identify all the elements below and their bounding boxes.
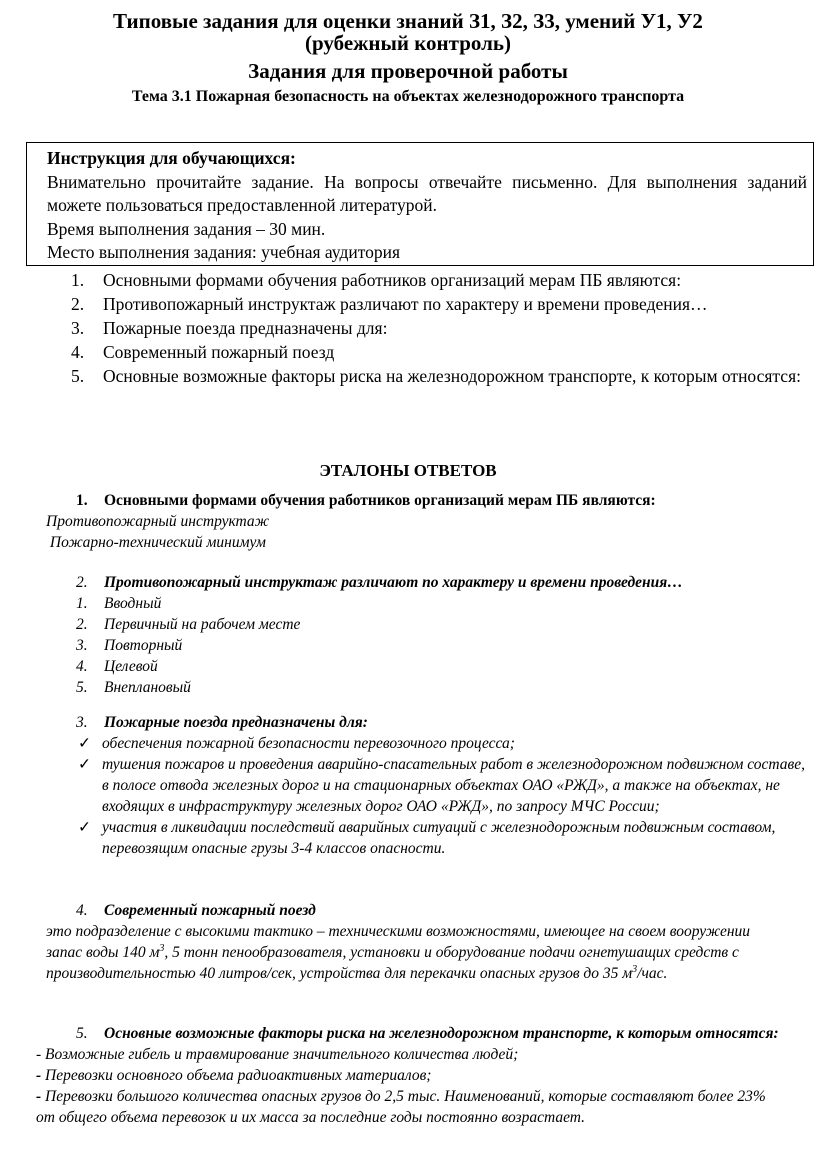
instructions-place: Место выполнения задания: учебная аудитория bbox=[47, 242, 401, 262]
answer-5-bullet-text: Перевозки большого количества опасных грузов до 2,5 тыс. Наименований, которые составляют более 23% от общего объема перевозок и их масса за последние годы постоянно возрастает. bbox=[36, 1088, 766, 1126]
question-item bbox=[47, 316, 807, 340]
doc-topic: Тема 3.1 Пожарная безопасность на объектах железнодорожного транспорта bbox=[131, 88, 685, 105]
question-item bbox=[47, 292, 807, 316]
questions-list bbox=[47, 268, 807, 388]
question-text: Основные возможные факторы риска на железнодорожном транспорте, к которым относятся: bbox=[103, 366, 801, 386]
answer-4-text-part: /час. bbox=[637, 965, 668, 982]
answer-2-question bbox=[46, 572, 806, 593]
answer-4-text-part: , 5 тонн пенообразователя, установки и оборудование подачи огнетушащих средств с производительностью 40 литров/сек, устройства для перекачки опасных грузов до 35 м bbox=[46, 944, 739, 982]
answer-1-item: Пожарно-технический минимум bbox=[46, 534, 266, 551]
doc-title-line2: (рубежный контроль) bbox=[304, 31, 511, 55]
answer-5-dash: - bbox=[36, 1088, 42, 1105]
answer-3-item-text: тушения пожаров и проведения аварийно-спасательных работ в железнодорожном подвижном составе, в полосе отвода железных дорог и на стационарных объектах ОАО «РЖД», а также на объектах, не входящих в инфраструктуру железных дорог ОАО «РЖД», по запросу МЧС России; bbox=[102, 756, 805, 815]
instructions-text: Внимательно прочитайте задание. На вопросы отвечайте письменно. Для выполнения заданий можете пользоваться предоставленной литературой. bbox=[47, 171, 807, 215]
check-icon: ✓ bbox=[78, 756, 91, 773]
question-number: 4. bbox=[71, 342, 85, 362]
answers-title: ЭТАЛОНЫ ОТВЕТОВ bbox=[319, 461, 497, 480]
answer-4-question bbox=[46, 900, 806, 921]
answer-2-item-number: 5. bbox=[76, 679, 88, 696]
answer-2-item-number: 3. bbox=[76, 637, 88, 654]
answer-5-question-text: Основные возможные факторы риска на железнодорожном транспорте, к которым относятся: bbox=[104, 1025, 779, 1042]
question-text: Противопожарный инструктаж различают по характеру и времени проведения… bbox=[103, 294, 708, 314]
answer-3-item-text: участия в ликвидации последствий аварийных ситуаций с железнодорожным подвижным составом, перевозящим опасные грузы 3-4 классов опасности. bbox=[102, 819, 776, 857]
answer-3-number: 3. bbox=[76, 714, 88, 731]
answer-1-number: 1. bbox=[76, 492, 88, 509]
instructions-box bbox=[26, 142, 814, 266]
answer-1 bbox=[46, 490, 806, 553]
check-icon: ✓ bbox=[78, 819, 91, 836]
question-item bbox=[47, 340, 807, 364]
answer-3-question bbox=[46, 712, 806, 733]
answer-2-item bbox=[46, 614, 806, 635]
answer-5-question bbox=[36, 1023, 806, 1044]
answer-5-dash: - bbox=[36, 1067, 42, 1084]
question-item bbox=[47, 268, 807, 292]
answer-2-item-text: Внеплановый bbox=[104, 679, 191, 696]
answer-1-question-text: Основными формами обучения работников организаций мерам ПБ являются: bbox=[104, 492, 656, 509]
answer-2-item-number: 4. bbox=[76, 658, 88, 675]
doc-title-line1: Типовые задания для оценки знаний З1, З2, З3, умений У1, У2 bbox=[113, 9, 703, 33]
answer-4-superscript: 3 bbox=[632, 963, 638, 975]
question-text: Основными формами обучения работников организаций мерам ПБ являются: bbox=[103, 270, 682, 290]
answer-2-item-text: Первичный на рабочем месте bbox=[104, 616, 301, 633]
answer-1-item: Противопожарный инструктаж bbox=[46, 513, 270, 530]
answer-2-item bbox=[46, 677, 806, 698]
answer-2-item-text: Вводный bbox=[104, 595, 162, 612]
answer-3-item bbox=[46, 733, 806, 754]
question-number: 1. bbox=[71, 270, 85, 290]
answer-2-item-number: 2. bbox=[76, 616, 88, 633]
answer-5-bullet: - Возможные гибель и травмирование значительного количества людей; bbox=[36, 1046, 519, 1063]
question-text: Пожарные поезда предназначены для: bbox=[103, 318, 388, 338]
answer-2-item-text: Повторный bbox=[104, 637, 183, 654]
question-number: 3. bbox=[71, 318, 85, 338]
question-number: 2. bbox=[71, 294, 85, 314]
answer-2-item-number: 1. bbox=[76, 595, 88, 612]
answer-2-item-text: Целевой bbox=[104, 658, 158, 675]
question-item bbox=[47, 364, 807, 388]
answer-4-text bbox=[46, 921, 770, 984]
instructions-time: Время выполнения задания – 30 мин. bbox=[47, 218, 326, 239]
question-number: 5. bbox=[71, 366, 85, 386]
answer-3-item-text: обеспечения пожарной безопасности перевозочного процесса; bbox=[102, 735, 515, 752]
answer-5-bullet-text: Перевозки основного объема радиоактивных материалов; bbox=[41, 1067, 432, 1084]
answer-4-question-text: Современный пожарный поезд bbox=[104, 902, 316, 919]
answer-3-item bbox=[46, 754, 806, 817]
answer-5-bullet bbox=[36, 1065, 806, 1086]
answer-1-question bbox=[46, 490, 806, 511]
answer-5 bbox=[36, 1023, 806, 1128]
check-icon: ✓ bbox=[78, 735, 91, 752]
doc-title-line3: Задания для проверочной работы bbox=[248, 59, 568, 83]
answer-3-question-text: Пожарные поезда предназначены для: bbox=[104, 714, 368, 731]
instructions-heading: Инструкция для обучающихся: bbox=[47, 148, 296, 168]
answer-5-number: 5. bbox=[76, 1025, 88, 1042]
answer-4-number: 4. bbox=[76, 902, 88, 919]
answer-2 bbox=[46, 572, 806, 698]
answer-2-item bbox=[46, 656, 806, 677]
answer-2-question-text: Противопожарный инструктаж различают по характеру и времени проведения… bbox=[104, 574, 683, 591]
answer-4-superscript: 3 bbox=[159, 942, 165, 954]
answer-2-item bbox=[46, 635, 806, 656]
answer-4 bbox=[46, 900, 806, 984]
answer-5-bullet bbox=[36, 1086, 776, 1128]
answer-4-text-part: это подразделение с высокими тактико – техническими возможностями, имеющее на своем вооружении запас воды 140 м bbox=[46, 923, 751, 961]
question-text: Современный пожарный поезд bbox=[103, 342, 335, 362]
answer-3 bbox=[46, 712, 806, 859]
answer-2-item bbox=[46, 593, 806, 614]
answer-3-item bbox=[46, 817, 806, 859]
answer-2-number: 2. bbox=[76, 574, 88, 591]
